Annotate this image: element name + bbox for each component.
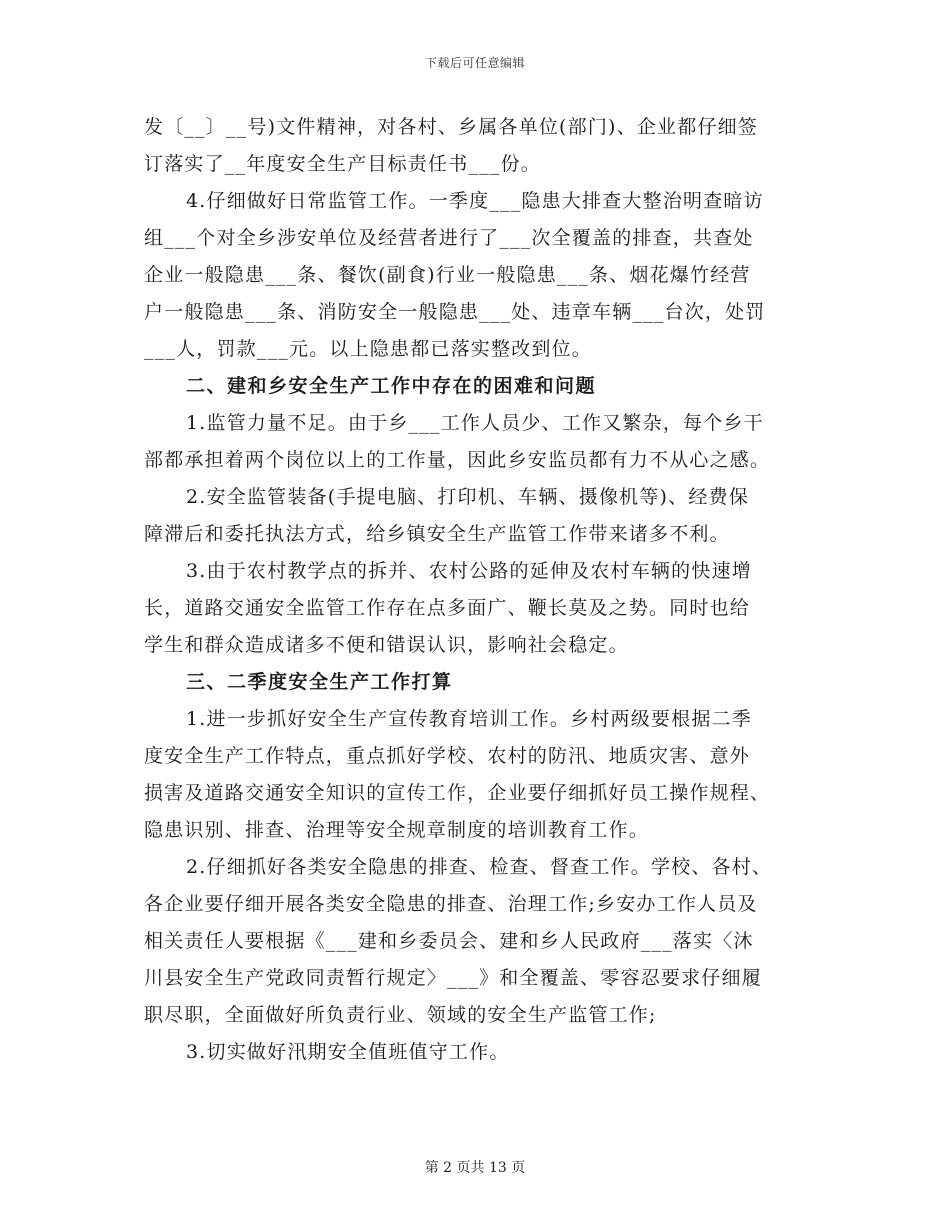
text-line: 职尽职，全面做好所负责行业、领域的安全生产监管工作; <box>144 1004 657 1026</box>
text-line: 障滞后和委托执法方式，给乡镇安全生产监管工作带来诸多不利。 <box>144 523 730 545</box>
text-line: 4.仔细做好日常监管工作。一季度___隐患大排查大整治明查暗访 <box>186 190 764 212</box>
page-header: 下载后可任意编辑 <box>424 56 525 70</box>
text-line: 发〔__〕__号)文件精神，对各村、乡属各单位(部门)、企业都仔细签 <box>144 116 759 138</box>
text-line: 相关责任人要根据《___建和乡委员会、建和乡人民政府___落实〈沐 <box>144 930 754 952</box>
text-line: 户一般隐患___条、消防安全一般隐患___处、违章车辆___台次，处罚 <box>144 301 766 323</box>
text-line: 川县安全生产党政同责暂行规定〉___》和全覆盖、零容忍要求仔细履 <box>144 967 762 989</box>
text-line: 订落实了__年度安全生产目标责任书___份。 <box>144 153 541 175</box>
text-line: 3.切实做好汛期安全值班值守工作。 <box>186 1041 510 1063</box>
text-line: 损害及道路交通安全知识的宣传工作，企业要仔细抓好员工操作规程、 <box>144 782 771 804</box>
text-line: 2.仔细抓好各类安全隐患的排查、检查、督查工作。学校、各村、 <box>186 856 773 878</box>
text-line: 长，道路交通安全监管工作存在点多面广、鞭长莫及之势。同时也给 <box>144 597 751 619</box>
text-line: 部都承担着两个岗位以上的工作量，因此乡安监员都有力不从心之感。 <box>144 449 771 471</box>
document-body <box>144 109 812 1071</box>
section-heading: 三、二季度安全生产工作打算 <box>186 671 453 693</box>
text-line: 3.由于农村教学点的拆并、农村公路的延伸及农村车辆的快速增 <box>186 560 752 582</box>
text-line: 隐患识别、排查、治理等安全规章制度的培训教育工作。 <box>144 819 650 841</box>
text-line: 组___个对全乡涉安单位及经营者进行了___次全覆盖的排查，共查处 <box>144 227 754 249</box>
text-line: 1.进一步抓好安全生产宣传教育培训工作。乡村两级要根据二季 <box>186 708 752 730</box>
text-line: 1.监管力量不足。由于乡___工作人员少、工作又繁杂，每个乡干 <box>186 412 764 434</box>
text-line: 2.安全监管装备(手提电脑、打印机、车辆、摄像机等)、经费保 <box>186 486 749 508</box>
text-line: 学生和群众造成诸多不便和错误认识，影响社会稳定。 <box>144 634 629 656</box>
text-line: ___人，罚款___元。以上隐患都已落实整改到位。 <box>144 338 593 360</box>
page-footer: 第 2 页共 13 页 <box>424 1160 526 1176</box>
section-heading: 二、建和乡安全生产工作中存在的困难和问题 <box>186 375 597 397</box>
text-line: 度安全生产工作特点，重点抓好学校、农村的防汛、地质灾害、意外 <box>144 745 751 767</box>
text-line: 各企业要仔细开展各类安全隐患的排查、治理工作;乡安办工作人员及 <box>144 893 758 915</box>
text-line: 企业一般隐患___条、餐饮(副食)行业一般隐患___条、烟花爆竹经营 <box>144 264 751 286</box>
